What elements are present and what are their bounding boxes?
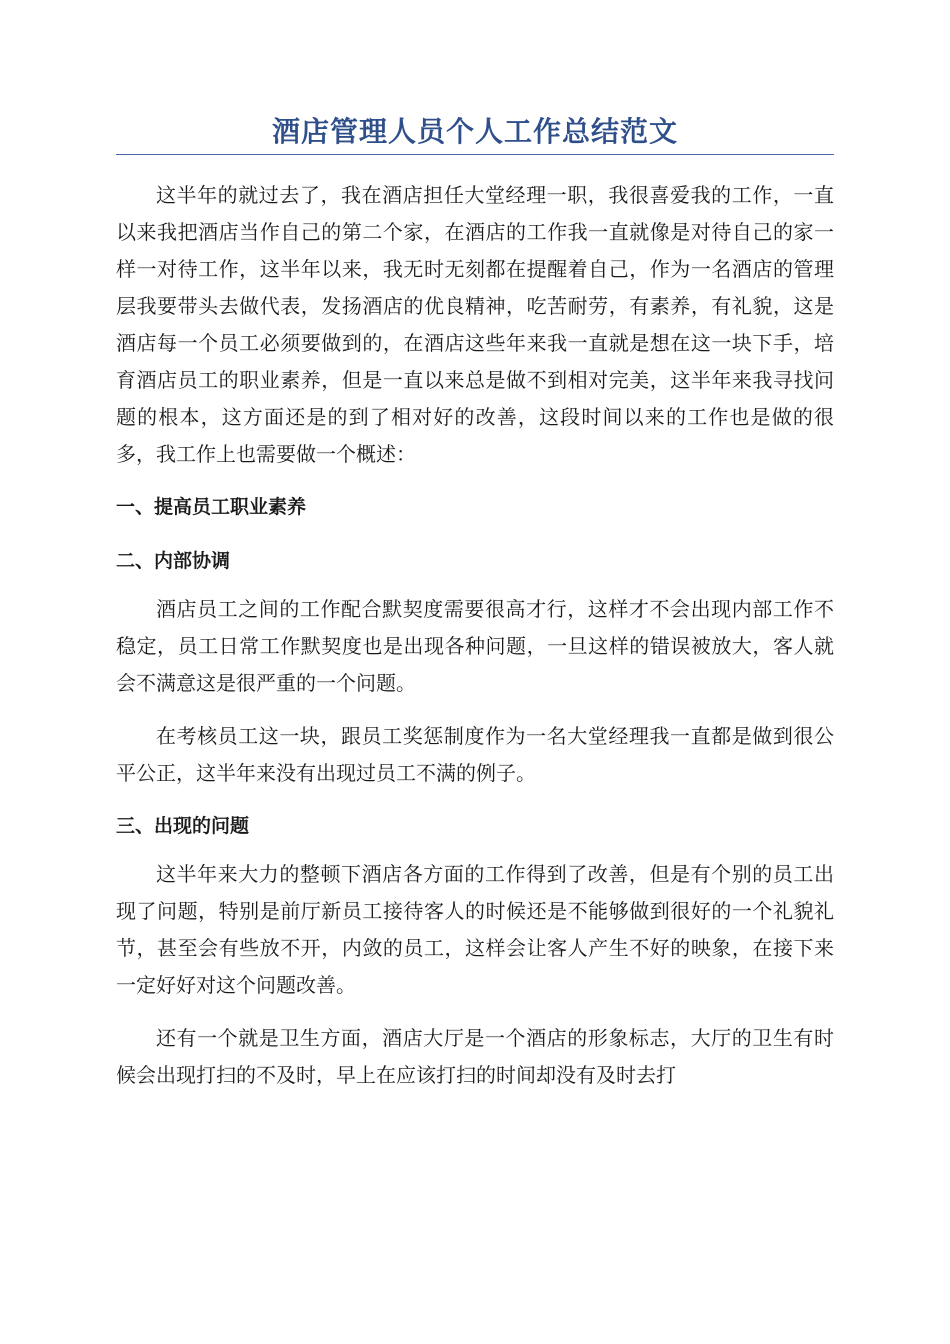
- section-2-heading: 二、内部协调: [116, 550, 231, 572]
- section-1-heading: 一、提高员工职业素养: [116, 496, 307, 518]
- document-title: 酒店管理人员个人工作总结范文: [271, 115, 678, 148]
- section-3-heading: 三、出现的问题: [116, 815, 250, 837]
- title-underline: [116, 154, 834, 155]
- section-2-paragraph-2: 在考核员工这一块，跟员工奖惩制度作为一名大堂经理我一直都是做到很公平公正，这半年来没有出现过员工不满的例子。: [116, 724, 834, 785]
- intro-paragraph: 这半年的就过去了，我在酒店担任大堂经理一职，我很喜爱我的工作，一直以来我把酒店当作自己的第二个家，在酒店的工作我一直就像是对待自己的家一样一对待工作，这半年以来，我无时无刻都在提醒着自己，作为一名酒店的管理层我要带头去做代表，发扬酒店的优良精神，吃苦耐劳，有素养，有礼貌，这是酒店每一个员工必须要做到的，在酒店这些年来我一直就是想在这一块下手，培育酒店员工的职业素养，但是一直以来总是做不到相对完美，这半年来我寻找问题的根本，这方面还是的到了相对好的改善，这段时间以来的工作也是做的很多，我工作上也需要做一个概述：: [116, 183, 834, 466]
- section-3-paragraph-2: 还有一个就是卫生方面，酒店大厅是一个酒店的形象标志，大厅的卫生有时候会出现打扫的不及时，早上在应该打扫的时间却没有及时去打: [116, 1026, 834, 1087]
- document-page: [116, 112, 834, 1094]
- section-3-paragraph-1: 这半年来大力的整顿下酒店各方面的工作得到了改善，但是有个别的员工出现了问题，特别是前厅新员工接待客人的时候还是不能够做到很好的一个礼貌礼节，甚至会有些放不开，内敛的员工，这样会让客人产生不好的映象，在接下来一定好好对这个问题改善。: [116, 862, 834, 997]
- section-2-paragraph-1: 酒店员工之间的工作配合默契度需要很高才行，这样才不会出现内部工作不稳定，员工日常工作默契度也是出现各种问题，一旦这样的错误被放大，客人就会不满意这是很严重的一个问题。: [116, 597, 834, 695]
